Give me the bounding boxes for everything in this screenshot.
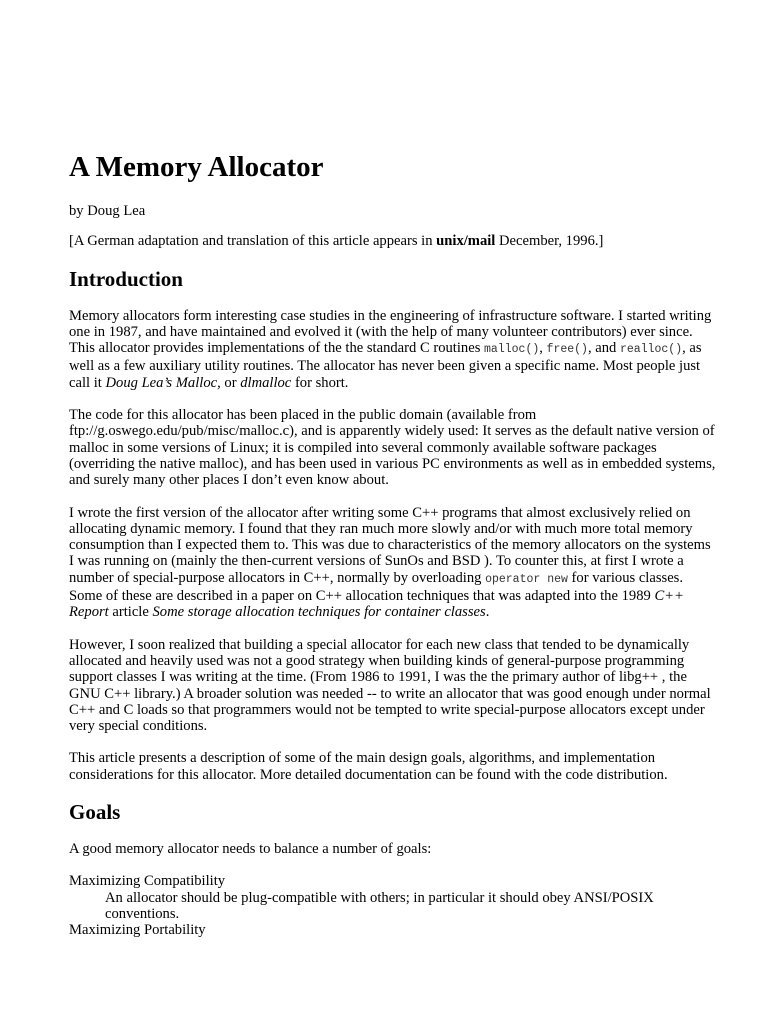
- code-operator-new: operator new: [485, 572, 568, 586]
- note-text-end: December, 1996.]: [495, 233, 604, 250]
- intro-paragraph-3: I wrote the first version of the allocator after writing some C++ programs that almost exclusively relied on allocating dynamic memory. I found that they ran much more slowly and/or with much more total memory consumption than I expected them to. This was due to characteristics of the memory allocators on the systems I was running on (mainly the then-current versions of SunOs and BSD ). To counter this, at first I wrote a number of special-purpose allocators in C++, normally by overloading operator new for various classes. Some of these are described in a paper on C++ allocation techniques that was adapted into the 1989 C++ Report article Some storage allocation techniques for container classes.: [69, 504, 711, 621]
- note-bold: unix/mail: [436, 233, 496, 250]
- intro-paragraph-5: This article presents a description of some of the main design goals, algorithms, and implementation considerations for this allocator. More detailed documentation can be found with the code distribution.: [69, 750, 668, 783]
- article-body: [69, 150, 719, 939]
- intro-paragraph-1: Memory allocators form interesting case studies in the engineering of infrastructure software. I started writing one in 1987, and have maintained and evolved it (with the help of many volunteer contributors) ever since. This allocator provides implementations of the the standard C routines malloc(), free(), and realloc(), as well as a few auxiliary utility routines. The allocator has never been given a specific name. Most people just call it Doug Lea’s Malloc, or dlmalloc for short.: [69, 307, 712, 391]
- byline: by Doug Lea: [69, 203, 146, 219]
- code-free: free(): [546, 343, 588, 357]
- section-heading-goals: Goals: [69, 800, 121, 825]
- goal-description: An allocator should be plug-compatible with others; in particular it should obey ANSI/POSIX conventions.: [105, 889, 654, 922]
- note-text: [A German adaptation and translation of this article appears in: [69, 233, 437, 250]
- goal-term: Maximizing Portability: [69, 922, 206, 939]
- code-realloc: realloc(): [620, 343, 683, 357]
- page-title: A Memory Allocator: [69, 151, 324, 183]
- intro-paragraph-4: However, I soon realized that building a special allocator for each new class that tended to be dynamically allocated and heavily used was not a good strategy when building kinds of general-purpose programming support classes I was writing at the time. (From 1986 to 1991, I was the the primary author of libg++ , the GNU C++ library.) A broader solution was needed -- to write an allocator that was good enough under normal C++ and C loads so that programmers would not be tempted to write special-purpose allocators except under very special conditions.: [69, 636, 711, 735]
- goals-list: [69, 873, 719, 938]
- translation-note: [69, 233, 719, 249]
- section-heading-introduction: Introduction: [69, 266, 183, 291]
- goals-intro: A good memory allocator needs to balance a number of goals:: [69, 841, 432, 858]
- code-malloc: malloc(): [484, 343, 540, 357]
- goal-term: Maximizing Compatibility: [69, 873, 226, 890]
- intro-paragraph-2: The code for this allocator has been placed in the public domain (available from ftp://g.oswego.edu/pub/misc/malloc.c), and is apparently widely used: It serves as the default native version of malloc in some versions of Linux; it is compiled into several commonly available software packages (overriding the native malloc), and has been used in various PC environments as well as in embedded systems, and surely many other places I don’t even know about.: [69, 407, 716, 489]
